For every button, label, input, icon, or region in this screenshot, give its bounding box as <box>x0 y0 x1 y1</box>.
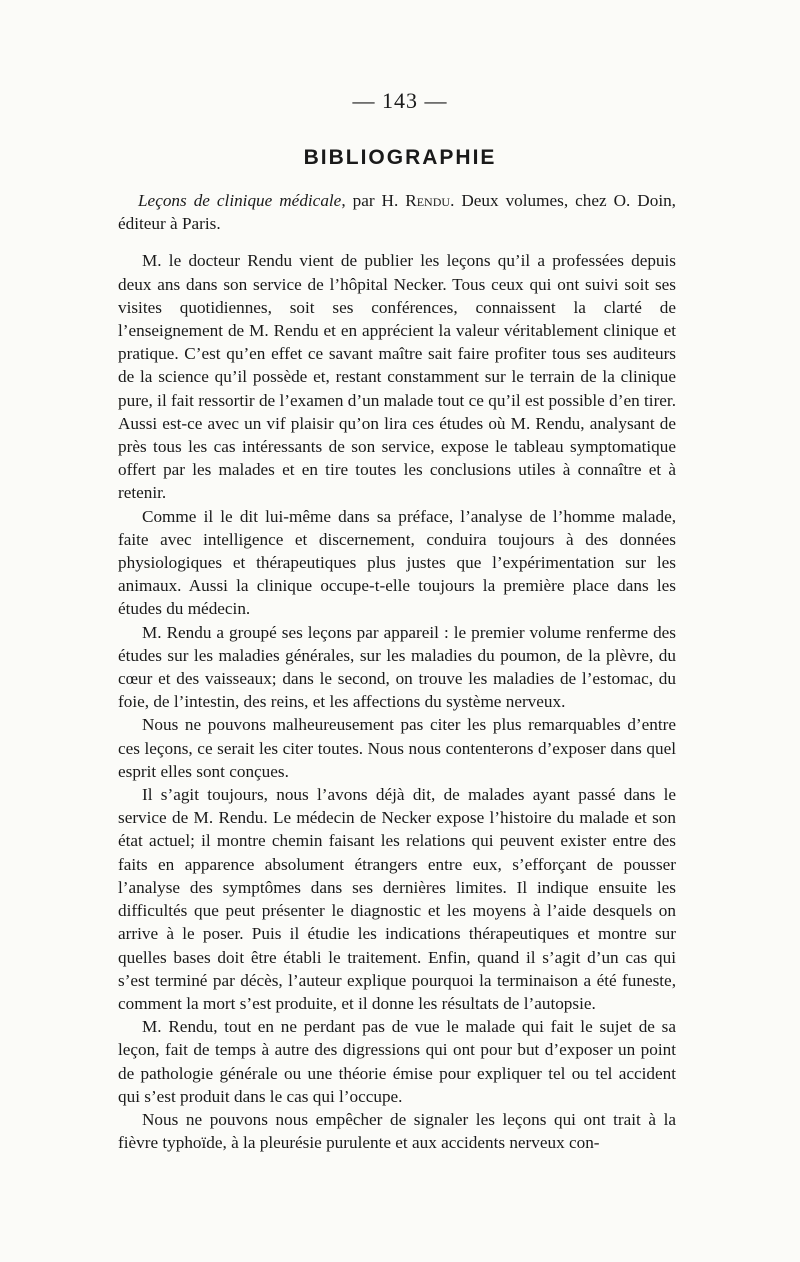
section-title: BIBLIOGRAPHIE <box>303 146 497 169</box>
reference-details: . Deux volumes, chez O. Doin, éditeur à Paris. <box>118 191 676 234</box>
paragraph: M. le docteur Rendu vient de publier les leçons qu’il a professées depuis deux ans dans son service de l’hôpital Necker. Tous ceux qui ont suivi soit ses visites quotidiennes, soit ses conférences, connaissent la clarté de l’enseignement de M. Rendu et en apprécient la valeur véritablement clinique et pratique. C’est qu’en effet ce savant maître sait faire profiter tous ses auditeurs de la science qu’il possède et, restant constamment sur le terrain de la clinique pure, il fait ressortir de l’examen d’un malade tout ce qu’il est possible d’en tirer. Aussi est-ce avec un vif plaisir qu’on lira ces études où M. Rendu, analysant de près tous les cas intéressants de son service, expose le tableau symptomatique offert par les malades et en tire toutes les conclusions utiles à connaître et à retenir. <box>118 251 676 503</box>
reference-by: , par H. <box>341 191 406 210</box>
paragraph: Il s’agit toujours, nous l’avons déjà dit, de malades ayant passé dans le service de M. Rendu. Le médecin de Necker expose l’histoire du malade et son état actuel; il montre chemin faisant les relations qui peuvent exister entre des faits en apparence absolument étrangers entre eux, s’efforçant de pousser l’analyse des symptômes dans ses dernières limites. Il indique ensuite les difficultés que peut présenter le diagnostic et les moyens à l’aide desquels on arrive à le poser. Puis il étudie les indications thérapeutiques et montre sur quelles bases doit être établi le traitement. Enfin, quand il s’agit d’un cas qui s’est terminé par décès, l’auteur explique pourquoi la terminaison a été funeste, comment la mort s’est produite, et il donne les résultats de l’autopsie. <box>118 785 676 1013</box>
page-number: — 143 — <box>352 88 448 113</box>
work-title: Leçons de clinique médicale <box>138 191 342 210</box>
bibliographic-reference <box>118 189 676 235</box>
reference-author: Rendu <box>405 191 451 210</box>
paragraph: M. Rendu, tout en ne perdant pas de vue le malade qui fait le sujet de sa leçon, fait de temps à autre des digressions qui ont pour but d’exposer un point de pathologie générale ou une théorie émise pour expliquer tel ou tel accident qui s’est produit dans le cas qui l’occupe. <box>118 1017 676 1106</box>
paragraph: M. Rendu a groupé ses leçons par appareil : le premier volume renferme des études sur les maladies générales, sur les maladies du poumon, de la plèvre, du cœur et des vaisseaux; dans le second, on trouve les maladies de l’estomac, du foie, de l’intestin, des reins, et les affections du système nerveux. <box>118 622 676 712</box>
paragraph: Comme il le dit lui-même dans sa préface, l’analyse de l’homme malade, faite avec intelligence et discernement, conduira toujours à des données physiologiques et thérapeutiques plus justes que l’expérimentation sur les animaux. Aussi la clinique occupe-t-elle toujours la première place dans les études du médecin. <box>118 506 676 619</box>
body-text <box>118 189 676 1154</box>
paragraph: Nous ne pouvons nous empêcher de signaler les leçons qui ont trait à la fièvre typhoïde, à la pleurésie purulente et aux accidents nerveux con- <box>118 1109 676 1153</box>
paragraph: Nous ne pouvons malheureusement pas citer les plus remarquables d’entre ces leçons, ce serait les citer toutes. Nous nous contenterons d’exposer dans quel esprit elles sont conçues. <box>118 715 676 781</box>
